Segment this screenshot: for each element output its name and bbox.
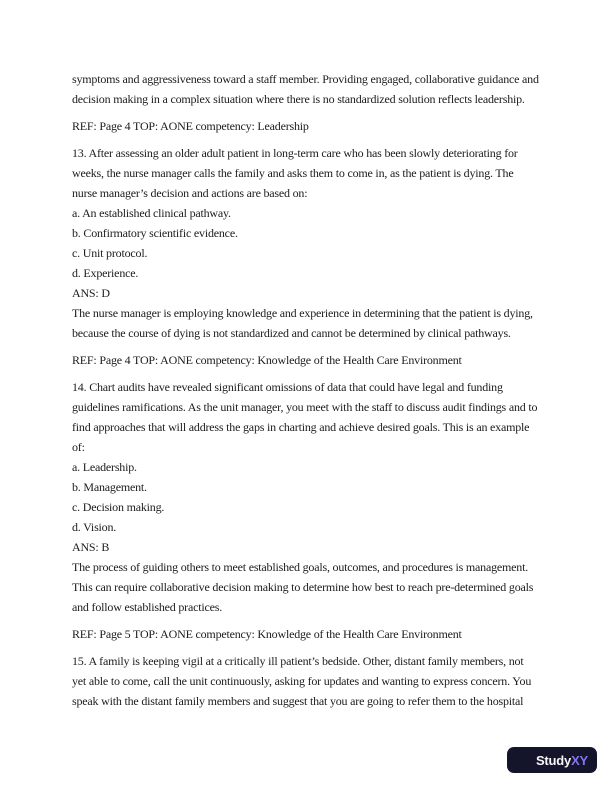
- text-line: speak with the distant family members and suggest that you are going to refer them to the hospital: [72, 694, 524, 708]
- text-line: REF: Page 4 TOP: AONE competency: Leadership: [72, 119, 309, 133]
- reference-line: [72, 350, 546, 370]
- text-line: a. Leadership.: [72, 460, 137, 474]
- text-line: ANS: B: [72, 540, 110, 554]
- text-line: 15. A family is keeping vigil at a critically ill patient’s bedside. Other, distant family members, not: [72, 654, 524, 668]
- document-text-column: [72, 69, 546, 711]
- answer-feedback-continuation: [72, 69, 546, 109]
- text-line: weeks, the nurse manager calls the family and asks them to come in, as the patient is dying. The: [72, 166, 514, 180]
- text-line: d. Experience.: [72, 266, 139, 280]
- text-line: 14. Chart audits have revealed significant omissions of data that could have legal and funding: [72, 380, 503, 394]
- text-line: This can require collaborative decision making to determine how best to reach pre-determined goals: [72, 580, 534, 594]
- text-line: REF: Page 5 TOP: AONE competency: Knowledge of the Health Care Environment: [72, 627, 462, 641]
- text-line: guidelines ramifications. As the unit manager, you meet with the staff to discuss audit findings and to: [72, 400, 538, 414]
- text-line: a. An established clinical pathway.: [72, 206, 231, 220]
- question-15: [72, 651, 546, 711]
- text-line: nurse manager’s decision and actions are based on:: [72, 186, 308, 200]
- text-line: because the course of dying is not standardized and cannot be determined by clinical pathways.: [72, 326, 511, 340]
- text-line: b. Confirmatory scientific evidence.: [72, 226, 238, 240]
- text-line: symptoms and aggressiveness toward a staff member. Providing engaged, collaborative guidance and: [72, 72, 539, 86]
- text-line: c. Unit protocol.: [72, 246, 148, 260]
- text-line: ANS: D: [72, 286, 110, 300]
- logo-brand-accent-text: XY: [571, 752, 589, 768]
- text-line: c. Decision making.: [72, 500, 165, 514]
- text-line: find approaches that will address the gaps in charting and achieve desired goals. This is an example: [72, 420, 530, 434]
- logo-brand-text: Study: [535, 752, 572, 768]
- text-line: yet able to come, call the unit continuously, asking for updates and wanting to express concern. You: [72, 674, 532, 688]
- text-line: decision making in a complex situation where there is no standardized solution reflects leadership.: [72, 92, 525, 106]
- text-line: and follow established practices.: [72, 600, 223, 614]
- plus-icon: [516, 753, 531, 768]
- studyxy-logo-badge[interactable]: [507, 747, 597, 773]
- text-line: b. Management.: [72, 480, 147, 494]
- reference-line: [72, 624, 546, 644]
- text-line: REF: Page 4 TOP: AONE competency: Knowledge of the Health Care Environment: [72, 353, 462, 367]
- question-14: [72, 377, 546, 617]
- text-line: 13. After assessing an older adult patient in long-term care who has been slowly deteriorating for: [72, 146, 518, 160]
- reference-line: [72, 116, 546, 136]
- text-line: d. Vision.: [72, 520, 117, 534]
- text-line: of:: [72, 440, 85, 454]
- text-line: The process of guiding others to meet established goals, outcomes, and procedures is management.: [72, 560, 529, 574]
- text-line: The nurse manager is employing knowledge and experience in determining that the patient is dying,: [72, 306, 533, 320]
- logo-wordmark: [536, 754, 588, 767]
- question-13: [72, 143, 546, 343]
